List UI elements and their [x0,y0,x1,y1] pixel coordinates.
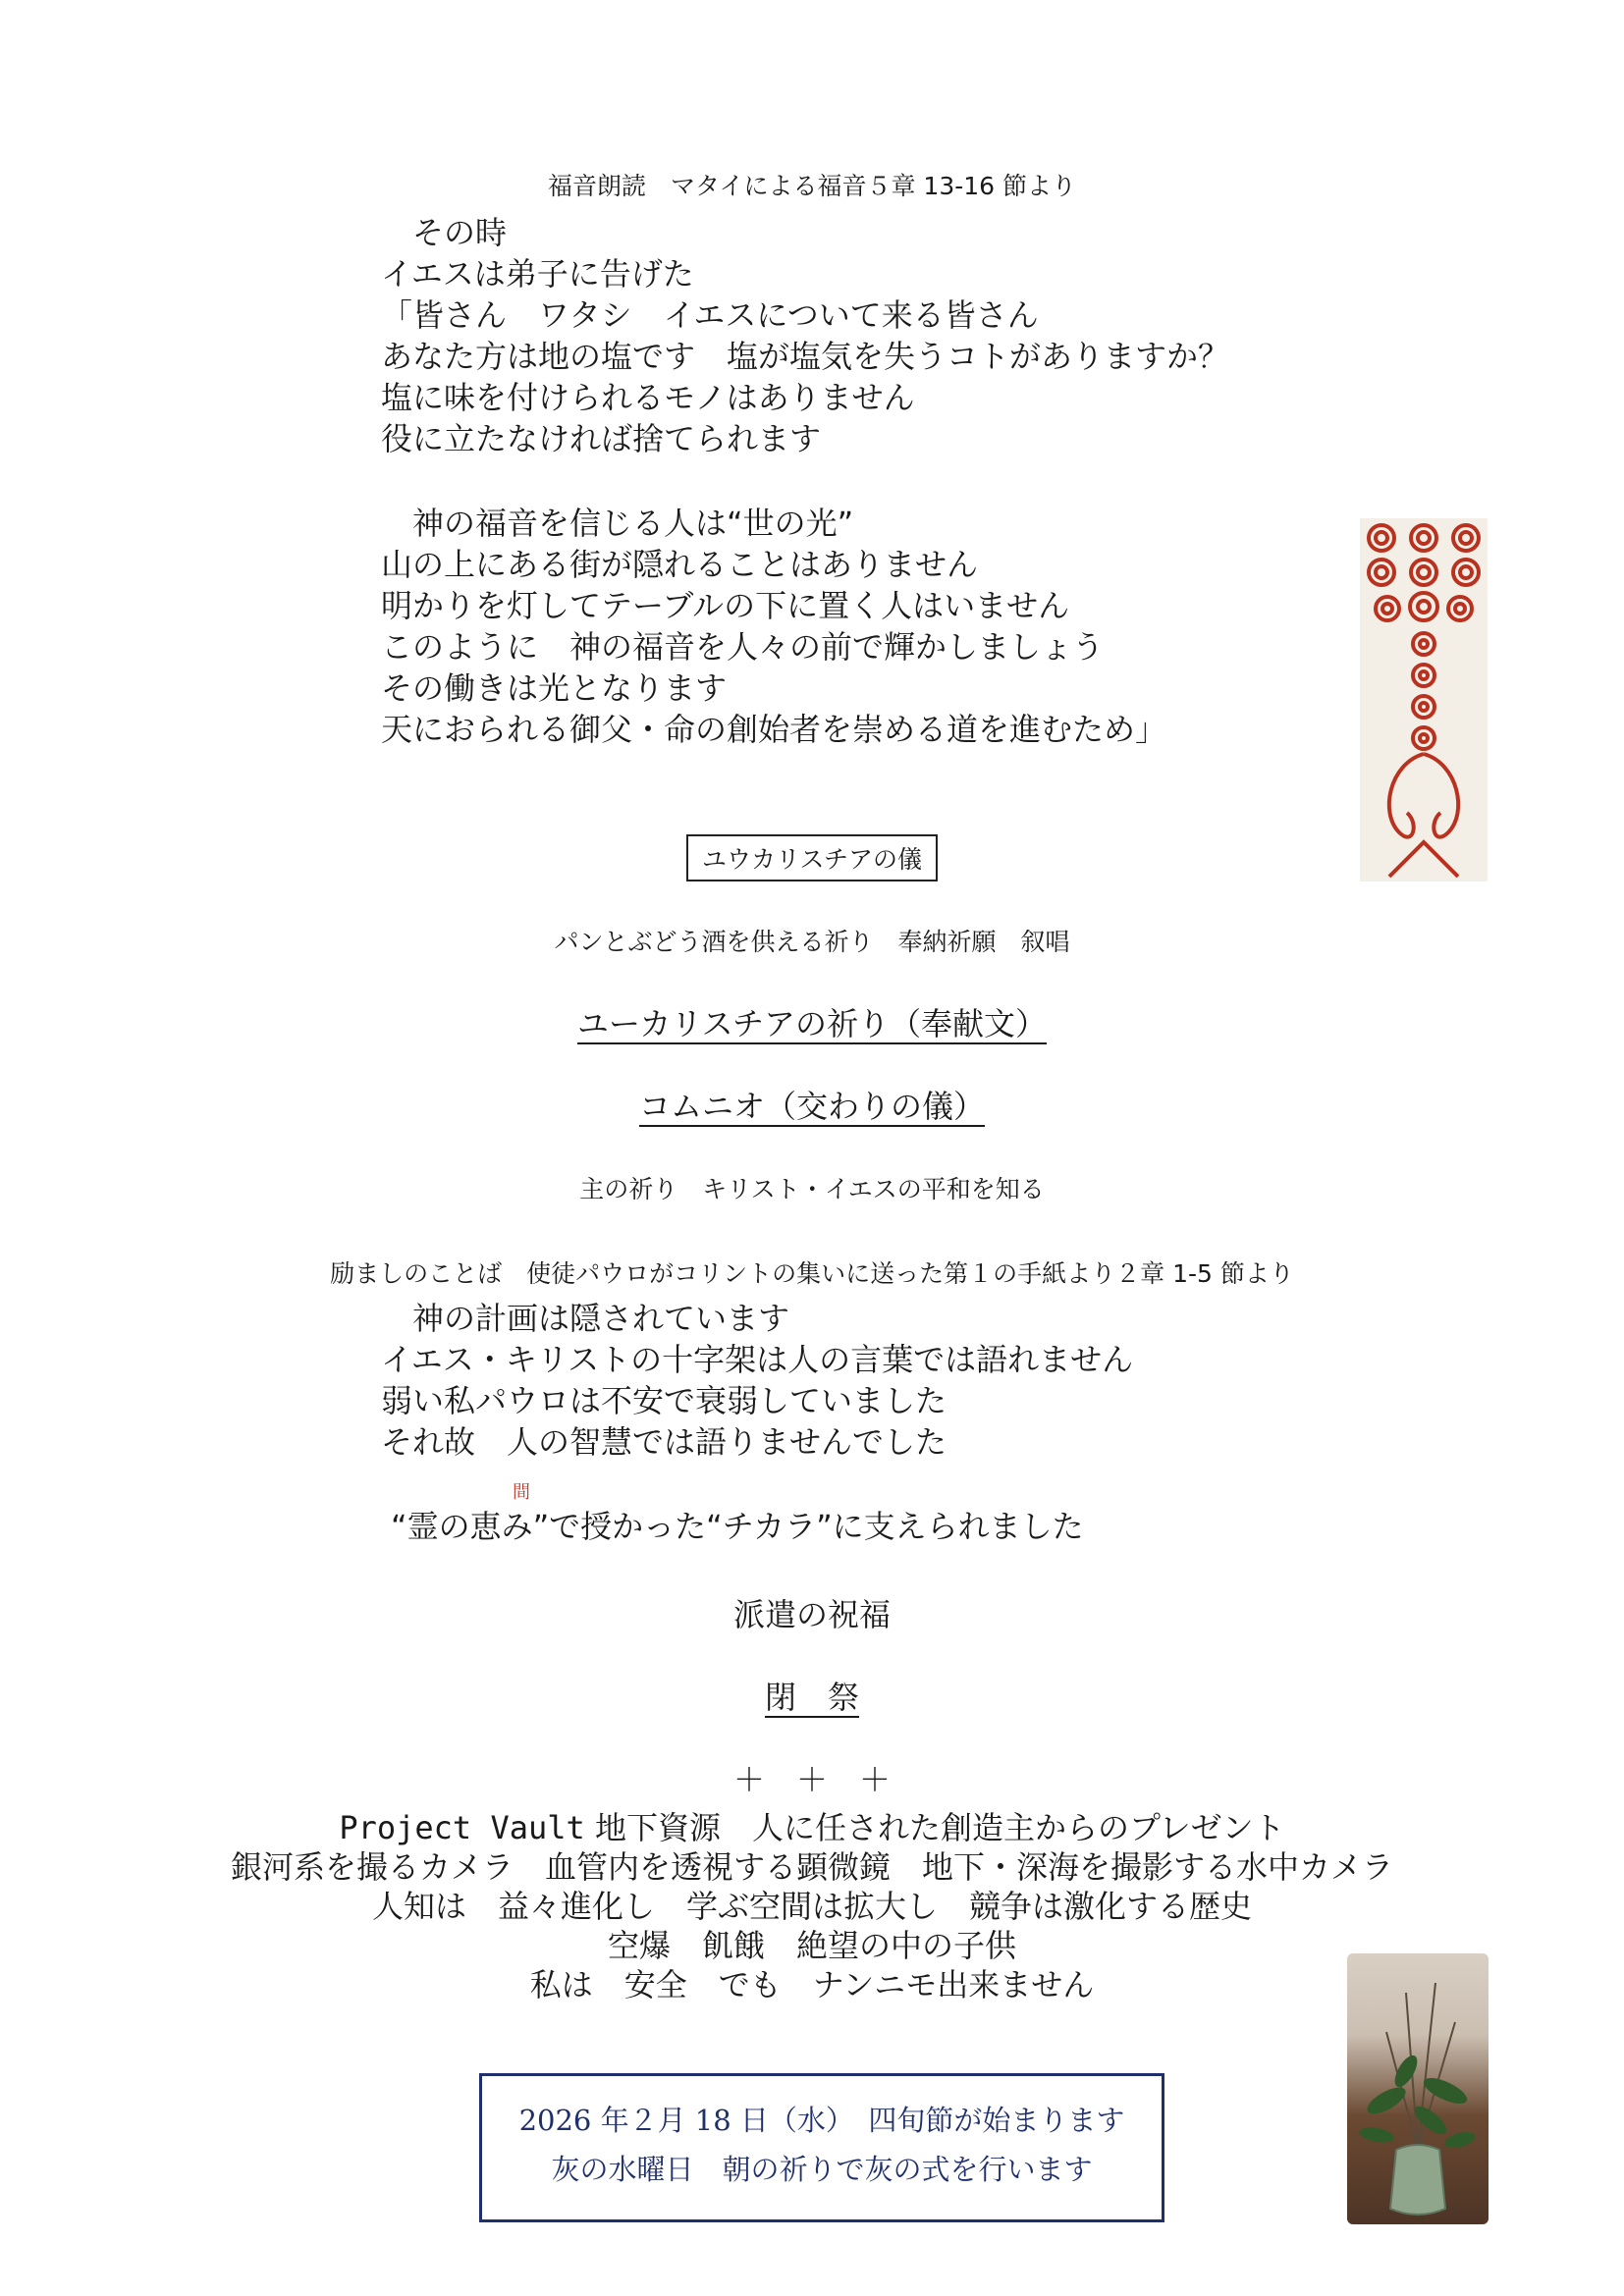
boxed-title: ユウカリスチアの儀 [686,834,938,881]
offering-line: パンとぶどう酒を供える祈り 奉納祈願 叙唱 [554,928,1070,956]
communion-title-wrap [0,1082,1624,1127]
gospel-line: その働きは光となります [381,669,728,707]
gospel-line: イエスは弟子に告げた [381,255,694,293]
encouragement-line: 神の計画は隠されています [381,1300,790,1337]
gospel-stanza-1 [381,212,1229,459]
gospel-line: 「皆さん ワタシ イエスについて来る皆さん [381,296,1039,334]
eucharistic-prayer-title-wrap [0,999,1624,1044]
gospel-line: 神の福音を信じる人は“世の光” [381,505,854,542]
eucharist-section-title [0,834,1624,881]
encouragement-heading: 励ましのことば 使徒パウロがコリントの集いに送った第１の手紙より２章 1-5 節より [330,1259,1294,1288]
gospel-line: このように 神の福音を人々の前で輝かしましょう [381,628,1105,666]
vault-line-1-text: 地下資源 人に任された創造主からのプレゼント [584,1809,1285,1846]
gospel-line: あなた方は地の塩です 塩が塩気を失うコトがありますか？ [381,338,1230,375]
blessing-line: 派遣の祝福 [732,1596,891,1633]
gospel-line: その時 [381,214,508,251]
notice-line-1: 2026 年２月 18 日（水） 四旬節が始まります [518,2104,1125,2137]
vault-line: 人知は 益々進化し 学ぶ空間は拡大し 競争は激化する歴史 [371,1888,1252,1925]
communion-title: コムニオ（交わりの儀） [638,1088,985,1125]
crosses-divider: ＋ ＋ ＋ [732,1761,891,1798]
eucharistic-prayer-title: ユーカリスチアの祈り（奉献文） [576,1005,1048,1042]
encouragement-line: 弱い私パウロは不安で衰弱していました [381,1382,947,1419]
gospel-line: 塩に味を付けられるモノはありません [381,379,915,416]
gospel-line: 明かりを灯してテーブルの下に置く人はいません [381,587,1070,624]
ash-wednesday-notice [479,2073,1164,2222]
gospel-heading: 福音朗読 マタイによる福音５章 13-16 節より [547,172,1077,200]
gospel-stanza-2 [381,503,1166,750]
encouragement-line: イエス・キリストの十字架は人の言葉では語れません [381,1341,1134,1378]
encouragement-line: それ故 人の智慧では語りませんでした [381,1423,947,1461]
vault-project-name: Project Vault [339,1809,585,1846]
vault-line-1 [0,1808,1624,1847]
notice-line-2: 灰の水曜日 朝の祈りで灰の式を行います [551,2153,1093,2186]
vault-line: 私は 安全 でも ナンニモ出来ません [529,1966,1095,2003]
closing-title: 閉 祭 [764,1679,859,1716]
encouragement-body [381,1298,1133,1463]
gospel-line: 天におられる御父・命の創始者を崇める道を進むため」 [381,711,1167,748]
encouragement-last-line: “霊の恵み”で授かった“チカラ”に支えられました [391,1508,1084,1545]
plant-vase-photo [1347,1953,1489,2224]
gospel-line: 役に立たなければ捨てられます [381,420,822,457]
gospel-line: 山の上にある街が隠れることはありません [381,546,979,583]
lords-prayer-line: 主の祈り キリスト・イエスの平和を知る [579,1175,1045,1203]
vault-line: 空爆 飢餓 絶望の中の子供 [607,1927,1016,1964]
decorative-spiral-pattern-image [1360,518,1488,881]
vault-line: 銀河系を撮るカメラ 血管内を透視する顕微鏡 地下・深海を撮影する水中カメラ [230,1848,1393,1886]
closing-title-wrap [0,1673,1624,1718]
ruby-annotation: 間 [513,1482,530,1503]
